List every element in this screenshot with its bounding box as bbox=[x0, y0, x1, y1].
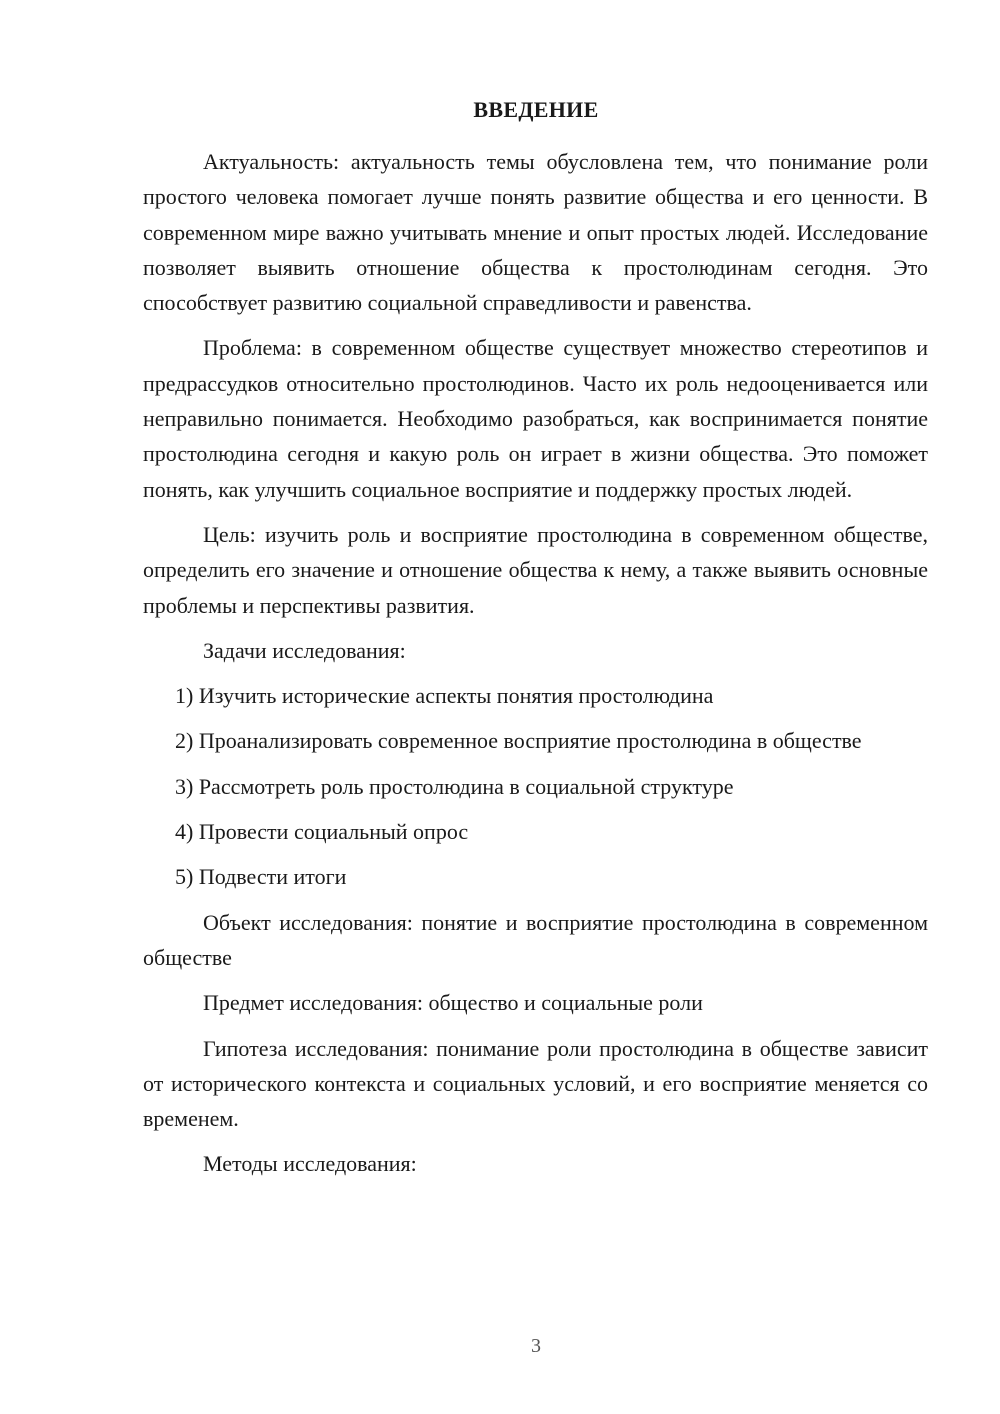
paragraph-subject: Предмет исследования: общество и социальные роли bbox=[203, 990, 703, 1016]
paragraph-methods: Методы исследования: bbox=[203, 1151, 417, 1177]
paragraph-relevance: Актуальность: актуальность темы обусловлена тем, что понимание роли простого человека помогает лучше понять развитие общества и его ценности. В современном мире важно учитывать мнение и опыт простых людей. Исследование позволяет выявить отношение общества к простолюдинам сегодня. Это способствует развитию социальной справедливости и равенства. bbox=[143, 149, 928, 316]
paragraph-goal: Цель: изучить роль и восприятие простолюдина в современном обществе, определить его значение и отношение общества к нему, а также выявить основные проблемы и перспективы развития. bbox=[143, 521, 928, 618]
paragraph-problem: Проблема: в современном обществе существует множество стереотипов и предрассудков относительно простолюдинов. Часто их роль недооценивается или неправильно понимается. Необходимо разобраться, как воспринимается понятие простолюдина сегодня и какую роль он играет в жизни общества. Это поможет понять, как улучшить социальное восприятие и поддержку простых людей. bbox=[143, 335, 928, 502]
paragraph-object: Объект исследования: понятие и восприятие простолюдина в современном обществе bbox=[143, 909, 928, 970]
task-list-item: 5) Подвести итоги bbox=[175, 864, 347, 890]
document-body bbox=[143, 144, 928, 1192]
page-number: 3 bbox=[531, 1335, 541, 1357]
task-list-item: 1) Изучить исторические аспекты понятия простолюдина bbox=[175, 683, 714, 709]
task-list-item: 3) Рассмотреть роль простолюдина в социальной структуре bbox=[175, 773, 734, 799]
paragraph-hypothesis: Гипотеза исследования: понимание роли простолюдина в обществе зависит от исторического контекста и социальных условий, и его восприятие меняется со временем. bbox=[143, 1035, 928, 1132]
task-list-item: 4) Провести социальный опрос bbox=[175, 819, 469, 845]
task-list-item: 2) Проанализировать современное восприятие простолюдина в обществе bbox=[175, 728, 862, 754]
page-title: ВВЕДЕНИЕ bbox=[473, 97, 599, 122]
paragraph-tasks-heading: Задачи исследования: bbox=[203, 637, 406, 663]
